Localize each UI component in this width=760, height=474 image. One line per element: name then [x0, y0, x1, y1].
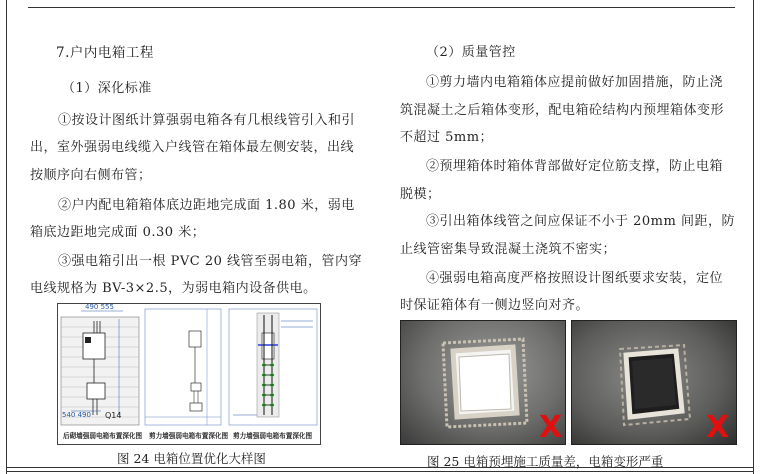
wrong-mark: X [706, 410, 730, 445]
paragraph-line: 箱底边距地完成面 0.30 米； [30, 225, 206, 240]
paragraph-line: 筑混凝土之后箱体变形，配电箱砼结构内预埋箱体变形 [400, 103, 725, 118]
paragraph-line: ①按设计图纸计算强弱电箱各有几根线管引入和引 [58, 113, 356, 128]
shear-wall-panel [145, 309, 221, 425]
section-heading: 7.户内电箱工程 [56, 45, 154, 61]
bottom-rule-2 [6, 471, 754, 472]
paragraph-line: ①剪力墙内电箱箱体应提前做好加固措施，防止浇 [426, 75, 724, 90]
panel-caption-brick: 后砌墙强弱电箱布置深化图 [63, 432, 143, 440]
paragraph-line: ④强弱电箱高度严格按照设计图纸要求安装，定位 [426, 271, 724, 286]
paragraph-line: ②户内配电箱箱体底边距地完成面 1.80 米，弱电 [58, 198, 355, 213]
figure-24-caption: 图 24 电箱位置优化大样图 [117, 451, 266, 466]
dimension-top: 490 555 [85, 303, 114, 311]
panel-caption-section: 剪力墙强弱电箱布置深化图 [233, 432, 313, 440]
subheading-deepening: （1）深化标准 [62, 81, 152, 96]
photo-deformed-box-1 [400, 320, 566, 445]
paragraph-line: ③强电箱引出一根 PVC 20 线管至弱电箱，管内穿 [58, 254, 363, 269]
top-rule [28, 7, 735, 8]
paragraph-line: 止线管密集导致混凝土浇筑不密实； [400, 242, 617, 257]
dimension-bottom: 540 490 [62, 411, 91, 419]
paragraph-line: 出，室外强弱电线缆入户线管在箱体最左侧安装，出线 [30, 140, 355, 155]
wall-label: Q14 [105, 411, 122, 420]
paragraph-line: 不超过 5mm； [400, 130, 494, 145]
photo-deformed-box-2 [571, 320, 737, 445]
paragraph-line: ③引出箱体线管之间应保证不小于 20mm 间距，防 [426, 214, 735, 229]
paragraph-line: 按顺序向右侧布管； [30, 168, 152, 183]
paragraph-line: ②预埋箱体时箱体背部做好定位筋支撑，防止电箱 [426, 159, 724, 174]
paragraph-line: 时保证箱体有一侧边竖向对齐。 [400, 298, 590, 313]
paragraph-line: 脱模； [400, 187, 441, 202]
brick-wall-panel [61, 311, 139, 425]
section-panel [229, 309, 317, 425]
panel-caption-shear: 剪力墙强弱电箱布置深化图 [149, 432, 229, 440]
figure-25-caption: 图 25 电箱预埋施工质量差，电箱变形严重 [427, 454, 664, 469]
subheading-quality: （2）质量管控 [426, 45, 516, 60]
electrical-box-detail-drawing [57, 303, 321, 445]
paragraph-line: 电线规格为 BV-3×2.5，为弱电箱内设备供电。 [30, 281, 317, 296]
wrong-mark: X [539, 410, 563, 445]
